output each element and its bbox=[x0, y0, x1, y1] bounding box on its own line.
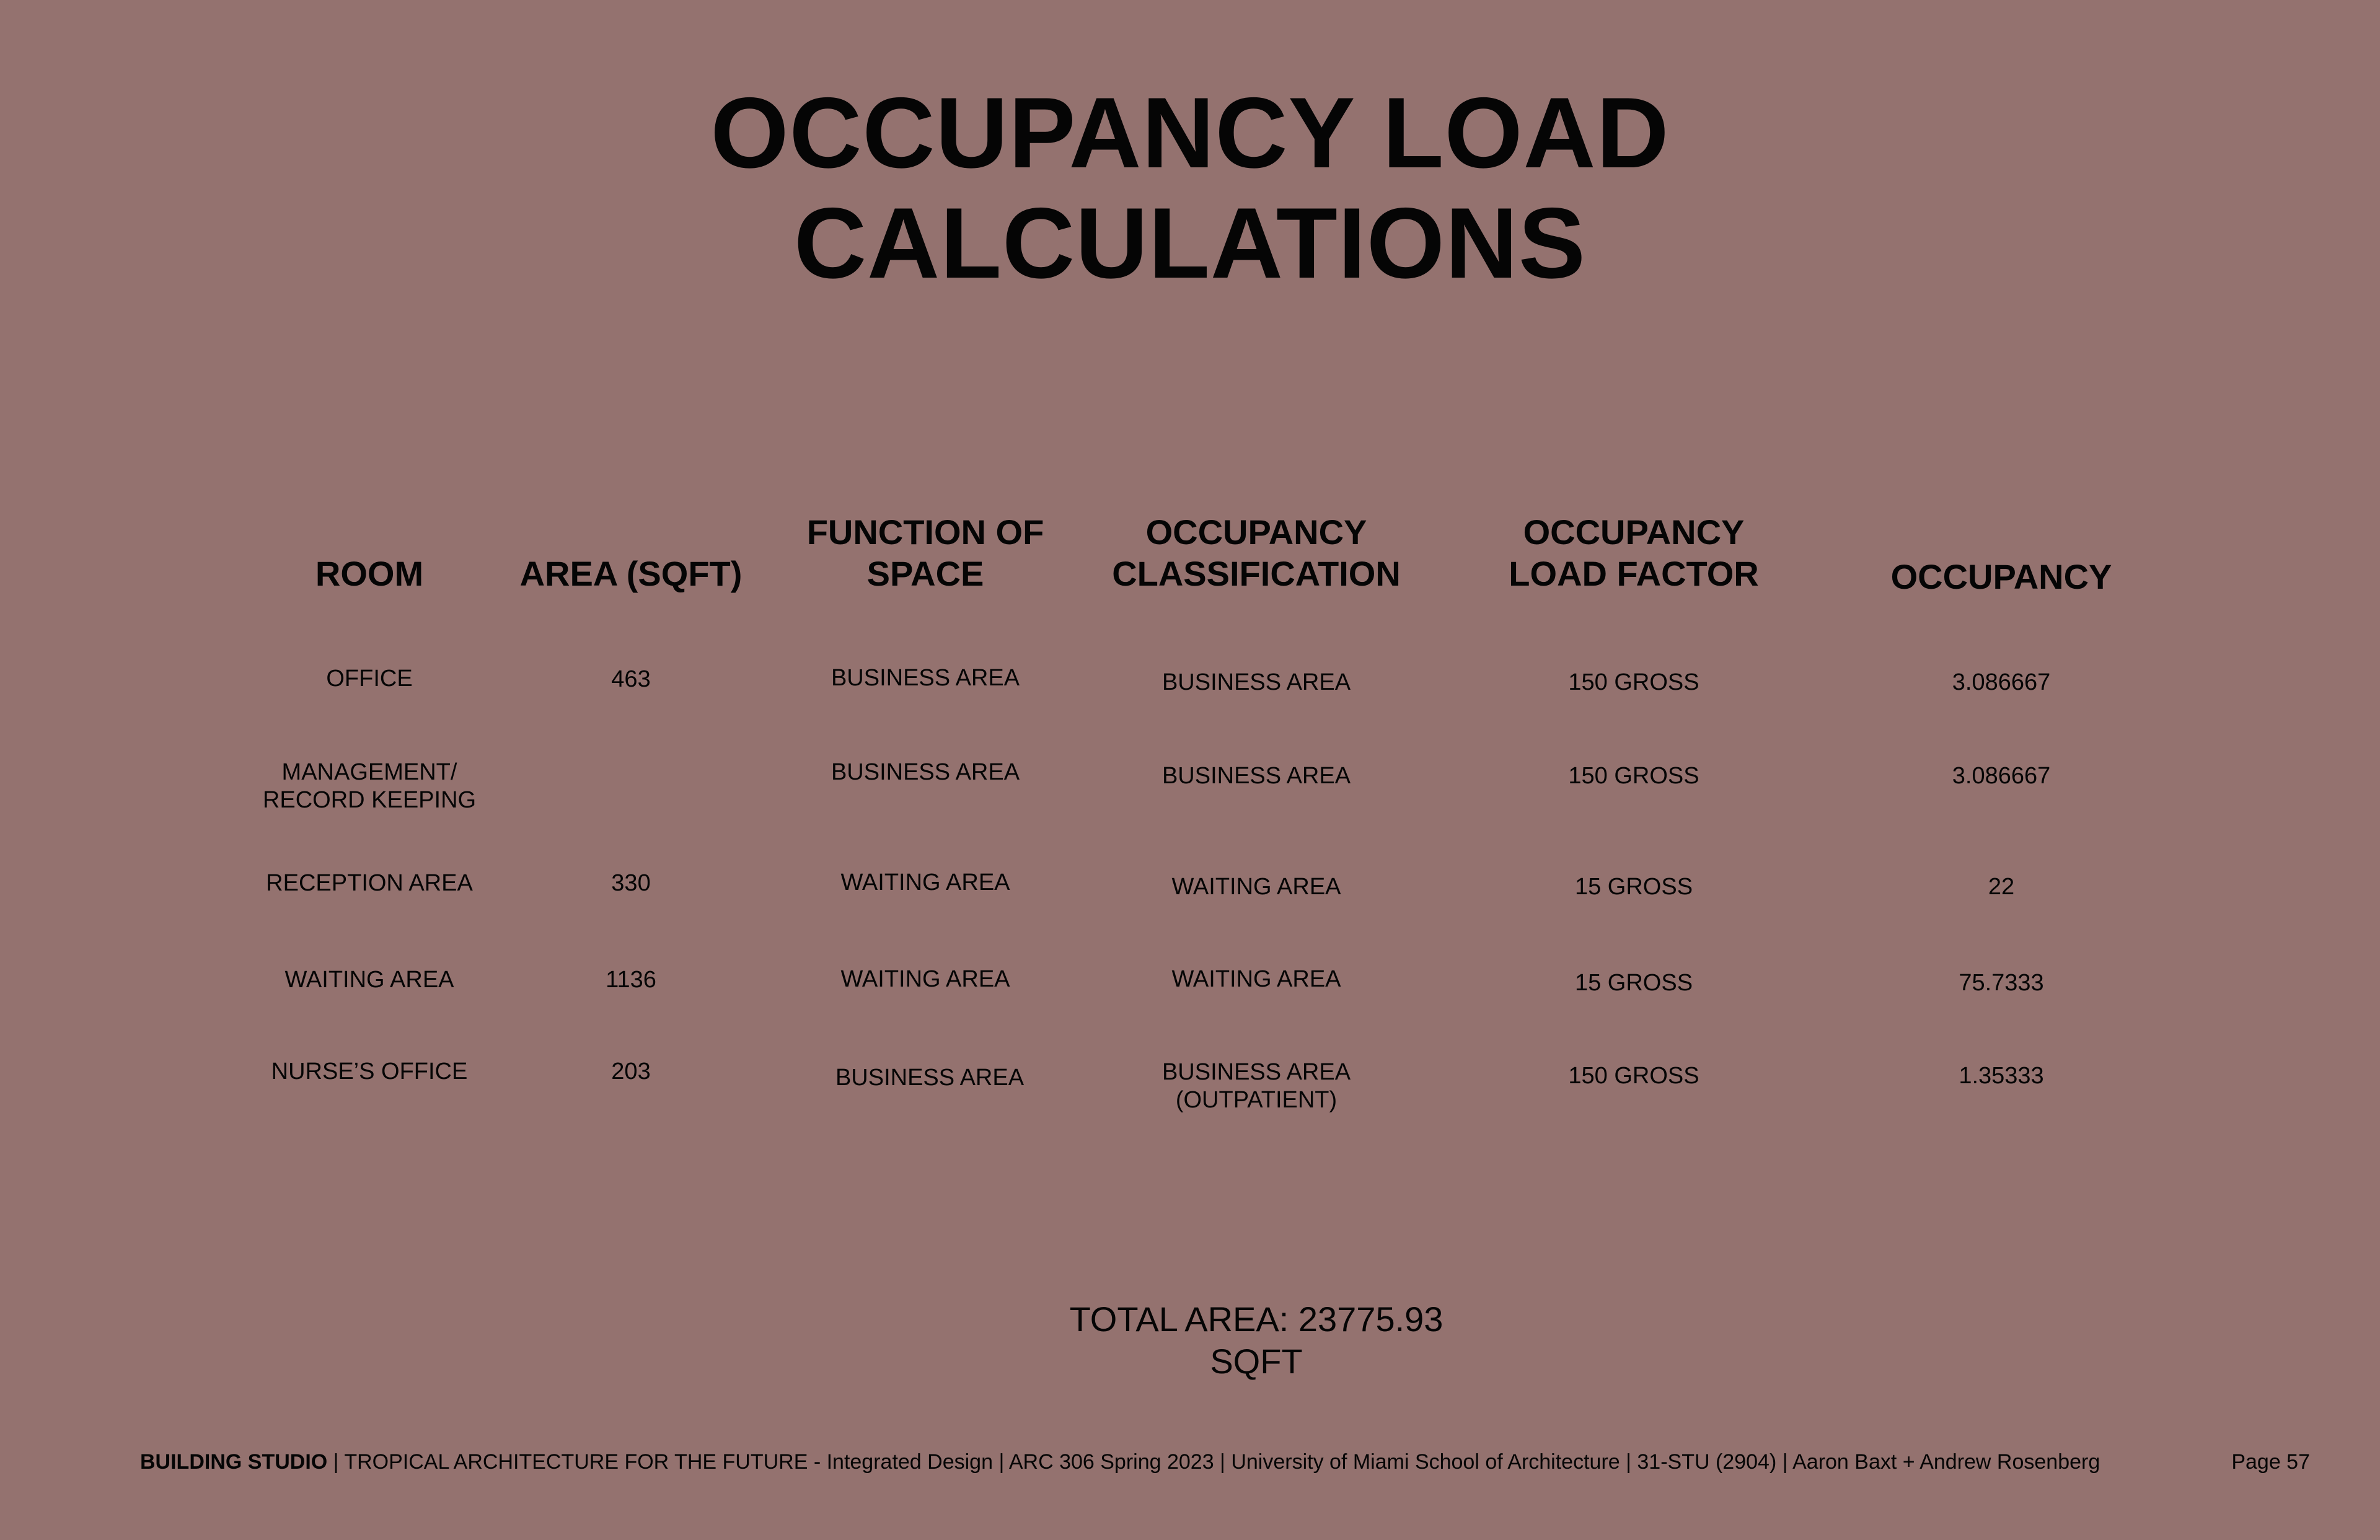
footer-course-details: | TROPICAL ARCHITECTURE FOR THE FUTURE - Integrated Design | ARC 306 Spring 2023 | University of Miami School of Architecture | 31-STU (2904) | Aaron Baxt + Andrew Rosenberg bbox=[327, 1450, 2100, 1474]
header-load-factor-line-2: LOAD FACTOR bbox=[1509, 554, 1759, 593]
table-cell-load-factor: 150 GROSS bbox=[1568, 1063, 1699, 1089]
total-area bbox=[1070, 1298, 1443, 1383]
page-title-line-1: OCCUPANCY LOAD bbox=[710, 77, 1670, 189]
table-cell-classification-line-2: (OUTPATIENT) bbox=[1175, 1087, 1338, 1113]
table-cell-room: WAITING AREA bbox=[284, 967, 454, 993]
footer-credits bbox=[140, 1449, 2100, 1475]
total-area-line-1: TOTAL AREA: 23775.93 bbox=[1069, 1300, 1443, 1339]
footer-studio-name: BUILDING STUDIO bbox=[140, 1450, 328, 1474]
header-function-line-2: SPACE bbox=[866, 554, 984, 593]
table-cell-area: 203 bbox=[611, 1058, 651, 1085]
header-load-factor-line-1: OCCUPANCY bbox=[1523, 513, 1745, 552]
table-cell-function: WAITING AREA bbox=[840, 869, 1010, 895]
table-cell-classification-line-1: BUSINESS AREA bbox=[1161, 1059, 1351, 1085]
table-cell-room-line-1: MANAGEMENT/ bbox=[281, 759, 457, 785]
table-cell-room-line-2: RECORD KEEPING bbox=[262, 787, 477, 813]
table-cell-room: NURSE’S OFFICE bbox=[271, 1058, 468, 1085]
table-cell-function: BUSINESS AREA bbox=[831, 759, 1020, 785]
total-area-line-2: SQFT bbox=[1210, 1342, 1303, 1381]
header-classification-line-1: OCCUPANCY bbox=[1145, 513, 1367, 552]
table-cell-occupancy: 1.35333 bbox=[1959, 1063, 2044, 1089]
table-cell-area: 1136 bbox=[606, 967, 656, 993]
table-cell-classification: WAITING AREA bbox=[1171, 874, 1341, 900]
table-cell-classification: BUSINESS AREA bbox=[1161, 669, 1351, 695]
page-title-line-2: CALCULATIONS bbox=[794, 187, 1586, 299]
table-cell-function: BUSINESS AREA bbox=[831, 665, 1020, 691]
table-cell-area: 330 bbox=[611, 870, 651, 896]
table-cell-load-factor: 15 GROSS bbox=[1574, 970, 1693, 996]
table-cell-classification: BUSINESS AREA bbox=[1161, 763, 1351, 789]
table-cell-function: BUSINESS AREA bbox=[835, 1065, 1025, 1091]
header-function-line-1: FUNCTION OF bbox=[806, 513, 1044, 552]
table-cell-occupancy: 22 bbox=[1988, 874, 2015, 900]
table-cell-room: RECEPTION AREA bbox=[266, 870, 473, 896]
table-cell-function: WAITING AREA bbox=[840, 966, 1010, 992]
table-cell-load-factor: 150 GROSS bbox=[1568, 763, 1699, 789]
header-area: AREA (SQFT) bbox=[519, 554, 743, 593]
table-cell-room: OFFICE bbox=[326, 666, 413, 692]
table-cell-occupancy: 3.086667 bbox=[1952, 763, 2051, 789]
table-cell-classification: WAITING AREA bbox=[1171, 966, 1341, 992]
table-cell-occupancy: 3.086667 bbox=[1952, 669, 2051, 695]
table-cell-occupancy: 75.7333 bbox=[1959, 970, 2044, 996]
header-occupancy: OCCUPANCY bbox=[1890, 557, 2112, 596]
table-cell-load-factor: 15 GROSS bbox=[1574, 874, 1693, 900]
header-room: ROOM bbox=[315, 554, 424, 593]
table-cell-load-factor: 150 GROSS bbox=[1568, 669, 1699, 695]
header-classification-line-2: CLASSIFICATION bbox=[1112, 554, 1401, 593]
page-number: Page 57 bbox=[2231, 1450, 2310, 1474]
table-cell-area: 463 bbox=[611, 666, 651, 692]
